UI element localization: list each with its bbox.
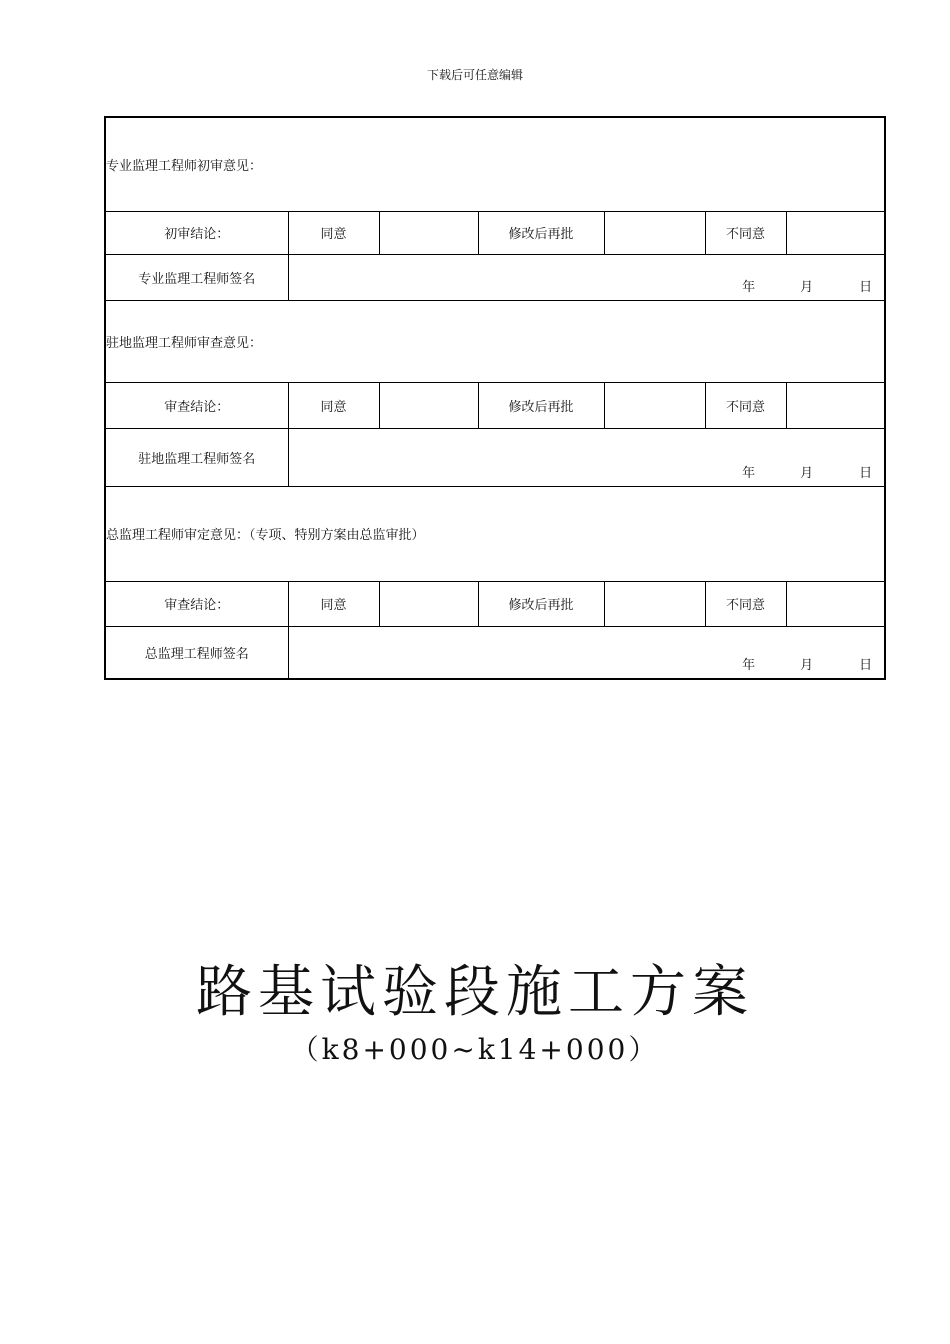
section-3-opinion-cell[interactable]	[105, 486, 885, 581]
date-day-label: 日	[859, 658, 873, 673]
section-2-signature-row	[105, 428, 885, 486]
date-month-label: 月	[800, 658, 814, 673]
section-1-signature-label: 专业监理工程师签名	[105, 254, 288, 300]
section-1-signature-row	[105, 254, 885, 300]
date-day-label: 日	[859, 465, 873, 481]
section-2-date	[584, 462, 884, 481]
page-header: 下载后可任意编辑	[426, 68, 523, 82]
section-2-revise-label: 修改后再批	[478, 382, 604, 428]
date-day-label: 日	[859, 279, 873, 295]
section-1-revise-label: 修改后再批	[478, 211, 604, 254]
section-2-disagree-label: 不同意	[705, 382, 786, 428]
section-3-disagree-label: 不同意	[705, 581, 786, 626]
section-3-agree-checkbox-cell[interactable]	[379, 581, 478, 626]
section-3-signature-label: 总监理工程师签名	[105, 626, 288, 679]
section-3-signature-row	[105, 626, 885, 679]
section-3-agree-label: 同意	[288, 581, 379, 626]
section-2-opinion-row	[105, 300, 885, 382]
section-1-opinion-label: 专业监理工程师初审意见：	[106, 158, 263, 174]
section-1-conclusion-label: 初审结论：	[105, 211, 288, 254]
section-1-conclusion-row	[105, 211, 885, 254]
date-month-label: 月	[800, 465, 814, 481]
section-3-conclusion-row	[105, 581, 885, 626]
section-1-signature-field[interactable]	[288, 254, 885, 300]
section-2-agree-checkbox-cell[interactable]	[379, 382, 478, 428]
section-1-revise-checkbox-cell[interactable]	[604, 211, 705, 254]
section-2-agree-label: 同意	[288, 382, 379, 428]
section-2-opinion-label: 驻地监理工程师审查意见：	[106, 335, 263, 351]
section-3-signature-field[interactable]	[288, 626, 885, 679]
section-3-disagree-checkbox-cell[interactable]	[786, 581, 885, 626]
section-1-date	[584, 276, 884, 295]
section-1-opinion-cell[interactable]	[105, 117, 885, 211]
section-3-revise-checkbox-cell[interactable]	[604, 581, 705, 626]
section-3-opinion-row	[105, 486, 885, 581]
section-2-disagree-checkbox-cell[interactable]	[786, 382, 885, 428]
date-month-label: 月	[800, 279, 814, 295]
date-year-label: 年	[742, 465, 756, 481]
section-2-conclusion-row	[105, 382, 885, 428]
section-1-opinion-row	[105, 117, 885, 211]
section-1-disagree-checkbox-cell[interactable]	[786, 211, 885, 254]
section-3-opinion-label: 总监理工程师审定意见：（专项、特别方案由总监审批）	[106, 528, 425, 543]
document-subtitle: （k8+000~k14+000）	[290, 1033, 660, 1066]
section-2-revise-checkbox-cell[interactable]	[604, 382, 705, 428]
section-3-conclusion-label: 审查结论：	[105, 581, 288, 626]
date-year-label: 年	[742, 658, 756, 673]
section-2-signature-field[interactable]	[288, 428, 885, 486]
document-title: 路基试验段施工方案	[196, 960, 754, 1025]
section-1-agree-label: 同意	[288, 211, 379, 254]
section-1-disagree-label: 不同意	[705, 211, 786, 254]
section-3-date	[584, 654, 884, 673]
section-2-signature-label: 驻地监理工程师签名	[105, 428, 288, 486]
approval-form-table	[104, 116, 886, 680]
section-1-agree-checkbox-cell[interactable]	[379, 211, 478, 254]
section-2-conclusion-label: 审查结论：	[105, 382, 288, 428]
date-year-label: 年	[742, 279, 756, 295]
section-2-opinion-cell[interactable]	[105, 300, 885, 382]
section-3-revise-label: 修改后再批	[478, 581, 604, 626]
